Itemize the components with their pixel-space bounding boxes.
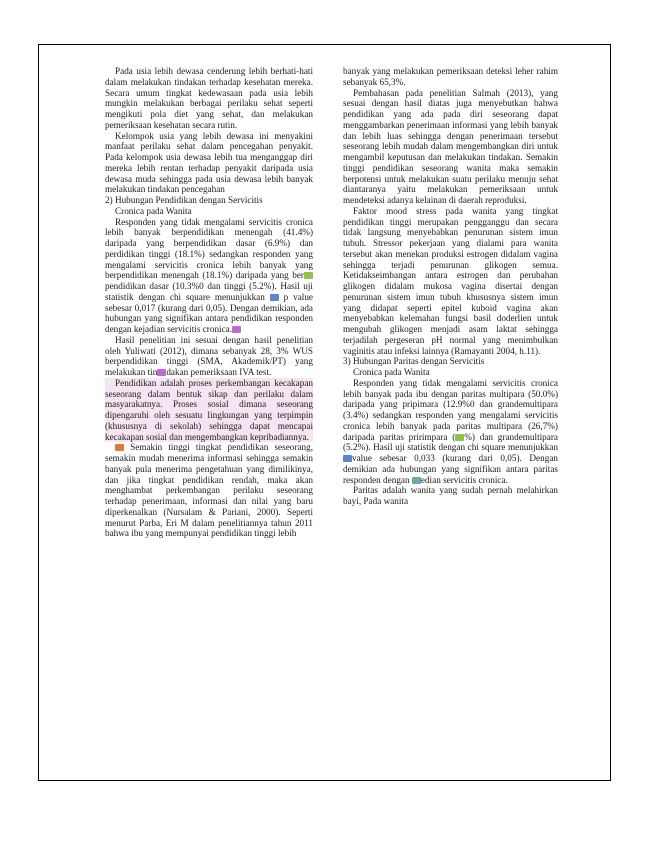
highlighted-paragraph: Pendidikan adalah proses perkembangan kecakapan seseorang dalam bentuk sikap dan perilaku dalam masyarakatnya. Proses sosial dimana seseorang dipengaruhi oleh sesuatu lingkungan yang terpimpin (khususnya di sekolah) sehingga dapat mencapai kecakapan sosial dan mengembangkan kepribadiannya. <box>105 377 313 442</box>
annotation-marker-icon[interactable] <box>232 326 241 333</box>
paragraph: Faktor mood stress pada wanita yang tingkat pendidikan tinggi merupakan pengganggu dan secara tidak langsung menyebabkan penurunan sistem imun tubuh. Stressor pekerjaan yang dialami para wanita tersebut akan menekan produksi estrogen didalam vagina sehingga terjadi penurunan glikogen semua. Ketidakseimbangan antara estrogen dan perubahan glikogen didalam mukosa vagina disertai dengan penurunan sistem imun tubuh khususnya sistem imun yang didapat seperti epitel kuboid vagina akan menyebabkan kelemahan fungsi basil doderlien untuk mengubah glikogen menjadi asam laktat sehingga terjadilah pergeseran pH normal yang menimbulkan vaginitis atau infeksi lainnya (Ramayanti 2004, h.11). <box>343 205 558 356</box>
section-heading <box>105 195 313 217</box>
annotation-marker-icon[interactable] <box>343 455 352 462</box>
annotation-marker-icon[interactable] <box>157 369 166 376</box>
heading-line: 2) Hubungan Pendidikan dengan Servicitis <box>105 195 263 205</box>
text-run: dakan pemeriksaan IVA test. <box>166 367 272 377</box>
paragraph <box>105 442 313 539</box>
text-run: Hasil penelitian ini sesuai dengan hasil penelitian oleh Yuliwati (2012), dimana sebanyak 28, 3% WUS berpendidikan tinggi (SMA, Akademik/PT) yang melakukan <box>105 334 313 377</box>
paragraph: Kelompok usia yang lebih dewasa ini menyakini manfaat perilaku sehat dalam pencegahan penyakit. Pada kelompok usia dewasa lebih tua menganggap diri mereka lebih rentan terhadap penyakit daripada usia dewasa muda sehingga pada usia dewasa lebih banyak melakukan tindakan pencegahan <box>105 130 313 195</box>
paragraph <box>105 335 313 378</box>
text-run: tin <box>147 367 158 377</box>
text-run: Responden yang tidak mengalami servicitis cronica lebih banyak pada ibu dengan paritas multipara (50.0%) daripada yang pripimara (12.9%0 dan grandemultipara (3.4%) sedangkan responden yang mengalami servicitis cronica lebih banyak pada paritas multipara (26,7%) daripada paritas pririmpara ( <box>343 377 558 442</box>
text-run: Responden yang tidak mengalami servicitis cronica lebih banyak berpendidikan menengah (41.4%) daripada yang berpendidikan dasar (6.9%) dan perdidikan tinggi (18.1%) sedangkan responden yang mengalami servicitis cronica lebih banyak yang berpendidikan menengah (18.1%) daripada yang ber <box>105 216 313 281</box>
right-column <box>343 66 558 507</box>
text-run: Semakin tinggi tingkat pendidikan seseorang, semakin mudah menerima informasi sehingga semakin banyak pula menerima pengetahuan yang dimilikinya, dan jika tingkat pendidikan rendah, maka akan menghambat perkembangan perilaku seseorang terhadap penerimaan, informasi dan nilai yang baru diperkenalkan (Nursalam & Pariani, 2000). Seperti menurut Parba, Eri M dalam penelitiannya tahun 2011 bahwa ibu yang mempunyai pendidikan tinggi lebih <box>105 442 313 539</box>
paragraph: Pada usia lebih dewasa cenderung lebih berhati-hati dalam melakukan tindakan terhadap kesehatan mereka. Secara umum tingkat kedewasaan pada usia lebih mungkin melakukan berbagai perilaku sehat seperti mengikuti pola diet yang sehat, dan melakukan pemeriksaan kesehatan secara rutin. <box>105 66 313 130</box>
annotation-marker-icon[interactable] <box>455 434 464 441</box>
text-run: edian servicitis cronica. <box>420 474 508 485</box>
left-column <box>105 66 313 539</box>
paragraph: banyak yang melakukan pemeriksaan deteksi leher rahim sebanyak 65,3%. <box>343 66 558 87</box>
section-heading <box>343 356 558 378</box>
annotation-marker-icon[interactable] <box>412 477 421 484</box>
heading-line: Cronica pada Wanita <box>115 205 192 216</box>
text-run: value sebesar 0,033 (kurang dari 0,05). Dengan demikian ada hubungan yang signifikan antara paritas responden dengan <box>343 453 558 485</box>
paragraph <box>343 378 558 486</box>
annotation-marker-icon[interactable] <box>270 294 279 301</box>
text-run: pendidikan dasar (10.3%0 dan tinggi (5.2%). Hasil uji statistik dengan chi square menunjukkan <box>105 281 313 302</box>
text-run: %) dan grandemultipara (5.2%). Hasil uji statistik dengan chi square menunjukkan <box>343 431 558 453</box>
paragraph: Pembahasan pada penelitian Salmah (2013), yang sesuai dengan hasil diatas juga menyebutkan bahwa pendidikan yang ada pada diri seseorang dapat menggambarkan penerimaan informasi yang lebih banyak dan lebih luas sehingga dengan penerimaan tersebut seseorang lebih mudah dalam mengembangkan diri untuk mengambil keputusan dan melakukan tindakan. Semakin tinggi pendidikan seseorang wanita maka semakin berpotensi untuk melakukan suatu perilaku menuju sehat diantaranya yaitu melakukan pemeriksaan untuk mendeteksi adanya kelainan di daerah reproduksi. <box>343 87 558 205</box>
paragraph: Paritas adalah wanita yang sudah pernah melahirkan bayi, Pada wanita <box>343 485 558 506</box>
paragraph <box>105 217 313 335</box>
text-run: p value sebesar 0,017 (kurang dari 0,05). Dengan demikian, ada hubungan yang signifikan antara pendidikan responden dengan kejadian servicitis cronica. <box>105 291 314 334</box>
heading-line: Cronica pada Wanita <box>353 367 430 377</box>
annotation-marker-icon[interactable] <box>115 444 124 451</box>
annotation-marker-icon[interactable] <box>304 272 313 279</box>
heading-line: 3) Hubungan Paritas dengan Servicitis <box>343 356 485 367</box>
